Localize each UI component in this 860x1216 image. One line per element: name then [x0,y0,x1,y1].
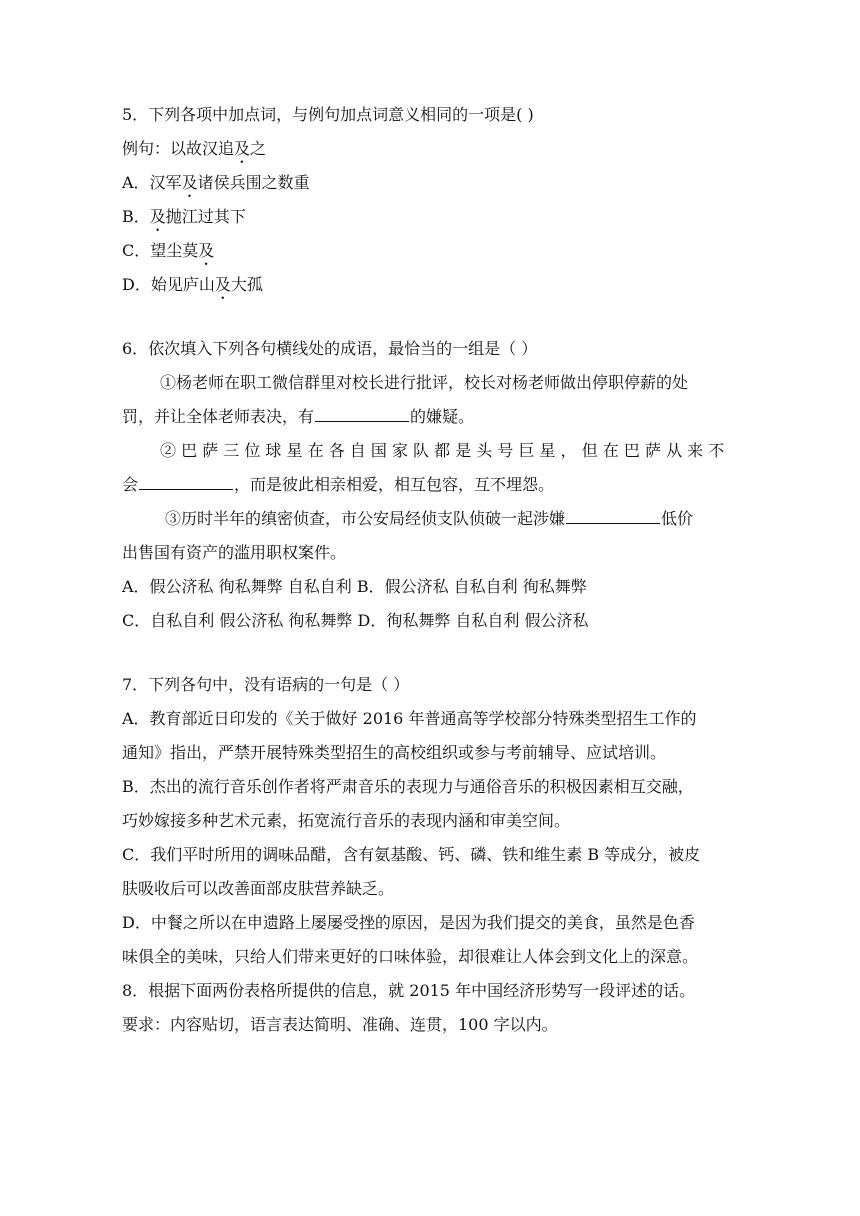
q6-s1-suffix: 的嫌疑。 [410,407,475,426]
q5-example-suffix: 之 [250,139,267,158]
q6-options-ab: A．假公济私 徇私舞弊 自私自利 B．假公济私 自私自利 徇私舞弊 [122,577,587,596]
q7-option-b-line1: B．杰出的流行音乐创作者将严肃音乐的表现力与通俗音乐的积极因素相互交融， [122,777,694,796]
q6-s1-prefix: 罚，并让全体老师表决，有 [122,407,315,426]
q5-b-dotted-word: 及 [149,207,166,226]
q6-s2-prefix: 会 [122,475,139,494]
q5-a-prefix: A．汉军 [122,173,182,192]
q5-option-b [122,207,246,235]
q8-stem: 8．根据下面两份表格所提供的信息，就 2015 年中国经济形势写一段评述的话。 [122,981,696,1000]
q5-c-dotted-word: 及 [198,241,215,260]
q6-blank-1[interactable] [315,407,409,422]
q6-sentence1-line2 [122,407,474,427]
q6-s2-suffix: ，而是彼此相亲相爱，相互包容，互不埋怨。 [234,475,555,494]
q7-option-a-line2: 通知》指出，严禁开展特殊类型招生的高校组织或参与考前辅导、应试培训。 [122,743,667,762]
q5-a-dotted-word: 及 [181,173,198,192]
q6-sentence2-line1: ② 巴 萨 三 位 球 星 在 各 自 国 家 队 都 是 头 号 巨 星 ， 但 在 巴 萨 从 来 不 [160,441,725,460]
q5-example-prefix: 例句：以故汉追 [122,139,235,158]
q5-d-suffix: 大孤 [230,275,263,294]
q5-d-dotted-word: 及 [214,275,231,294]
q7-option-c-line1: C．我们平时所用的调味品醋，含有氨基酸、钙、磷、铁和维生素 B 等成分，被皮 [122,845,701,864]
q5-option-d [122,275,263,303]
q5-stem: 5．下列各项中加点词，与例句加点词意义相同的一项是( ) [122,105,534,124]
q5-b-suffix: 抛江过其下 [165,207,246,226]
q5-b-prefix: B． [122,207,150,226]
q6-options-cd: C．自私自利 假公济私 徇私舞弊 D．徇私舞弊 自私自利 假公济私 [122,611,589,630]
q6-stem: 6．依次填入下列各句横线处的成语，最恰当的一组是（ ） [122,339,538,358]
q6-blank-3[interactable] [566,509,660,524]
q6-s3-prefix: ③历时半年的缜密侦查，市公安局经侦支队侦破一起涉嫌 [165,509,566,528]
q7-stem: 7．下列各句中，没有语病的一句是（ ） [122,675,410,694]
q5-c-prefix: C．望尘莫 [122,241,199,260]
q6-s3-suffix: 低价 [661,509,694,528]
q5-example-dotted-word: 及 [234,139,251,158]
q7-option-c-line2: 肤吸收后可以改善面部皮肤营养缺乏。 [122,879,395,898]
q7-option-a-line1: A．教育部近日印发的《关于做好 2016 年普通高等学校部分特殊类型招生工作的 [122,709,697,728]
q8-requirement: 要求：内容贴切，语言表达简明、准确、连贯，100 字以内。 [122,1015,558,1034]
q6-sentence3-line1 [165,509,693,529]
q6-sentence2-line2 [122,475,554,495]
q6-sentence1-line1: ①杨老师在职工微信群里对校长进行批评，校长对杨老师做出停职停薪的处 [160,373,689,392]
q6-blank-2[interactable] [139,475,233,490]
q5-d-prefix: D．始见庐山 [122,275,215,294]
q5-example [122,139,266,167]
q7-option-d-line2: 味俱全的美味，只给人们带来更好的口味体验，却很难让人体会到文化上的深意。 [122,947,699,966]
q6-sentence3-line2: 出售国有资产的滥用职权案件。 [122,543,347,562]
q7-option-d-line1: D．中餐之所以在申遗路上屡屡受挫的原因，是因为我们提交的美食，虽然是色香 [122,913,695,932]
q5-option-a [122,173,310,201]
q5-a-suffix: 诸侯兵围之数重 [197,173,310,192]
q5-option-c [122,241,214,269]
q7-option-b-line2: 巧妙嫁接多种艺术元素，拓宽流行音乐的表现内涵和审美空间。 [122,811,571,830]
